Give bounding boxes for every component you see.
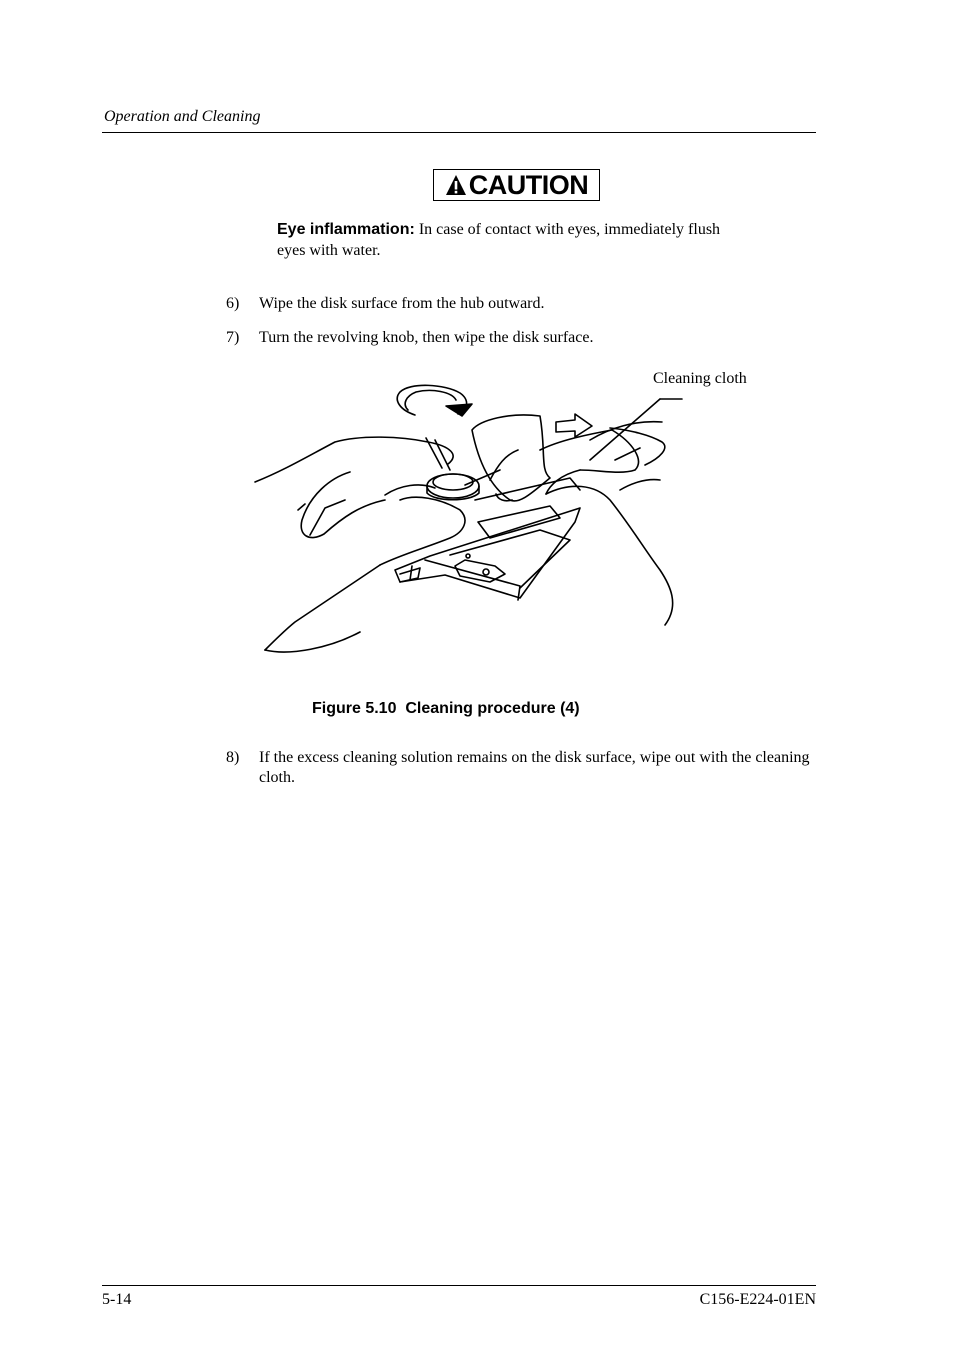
rotate-arrow-icon <box>397 385 472 416</box>
right-hand <box>540 422 673 625</box>
step-text: Wipe the disk surface from the hub outward. <box>259 295 545 312</box>
caution-lead: Eye inflammation: <box>277 221 415 238</box>
step-text: If the excess cleaning solution remains on the disk surface, wipe out with the cleaning cloth. <box>259 749 810 786</box>
left-hand <box>255 437 465 652</box>
step-6 <box>226 294 819 314</box>
step-number: 6) <box>226 295 240 312</box>
step-text: Turn the revolving knob, then wipe the disk surface. <box>259 329 594 346</box>
page-number: 5-14 <box>102 1291 132 1308</box>
cleaning-illustration <box>250 360 770 670</box>
step-8 <box>226 748 819 788</box>
caution-banner <box>433 169 600 201</box>
footer-rule <box>102 1285 816 1286</box>
caution-label: CAUTION <box>468 169 589 200</box>
step-number: 8) <box>226 749 240 766</box>
doc-code: C156-E224-01EN <box>699 1291 816 1308</box>
cartridge <box>395 470 580 600</box>
section-title: Operation and Cleaning <box>104 108 261 125</box>
figure-caption: Figure 5.10 Cleaning procedure (4) <box>312 700 580 717</box>
header-rule <box>102 132 816 133</box>
step-7 <box>226 328 819 348</box>
slide-arrow-icon <box>556 414 592 437</box>
warning-triangle-icon <box>445 174 467 196</box>
callout-leader <box>590 399 682 460</box>
cleaning-cloth <box>472 415 550 501</box>
caution-body: In case of contact with eyes, immediately flush eyes with water. <box>277 221 721 259</box>
callout-label: Cleaning cloth <box>653 370 747 387</box>
caution-text <box>277 219 747 261</box>
step-number: 7) <box>226 329 240 346</box>
revolving-knob <box>427 474 479 500</box>
